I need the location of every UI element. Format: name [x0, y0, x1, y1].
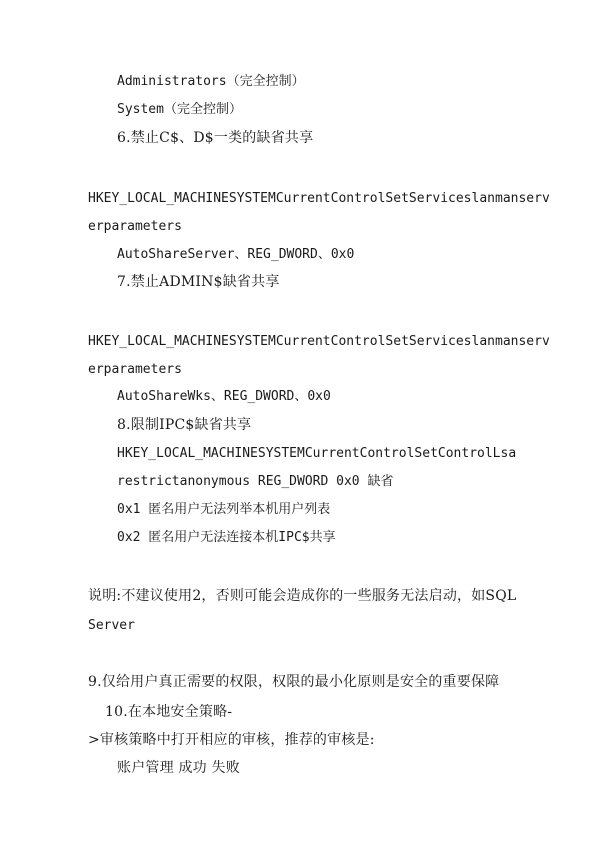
- audit-policy-text: >审核策略中打开相应的审核，推荐的审核是:: [88, 732, 375, 748]
- heading-item-8: 8.限制IPC$缺省共享: [117, 417, 252, 433]
- registry-value-autosharewks: AutoShareWks、REG_DWORD、0x0: [117, 389, 331, 404]
- note-text: 说明:不建议使用2，否则可能会造成你的一些服务无法启动，如SQL: [88, 588, 517, 604]
- option-0x2: 0x2 匿名用户无法连接本机IPC$共享: [117, 530, 336, 545]
- registry-value-restrictanonymous: restrictanonymous REG_DWORD 0x0 缺省: [117, 474, 394, 489]
- heading-item-10: 10.在本地安全策略-: [105, 704, 233, 720]
- text-line-system: System（完全控制）: [117, 102, 242, 117]
- registry-value-autoshareserver: AutoShareServer、REG_DWORD、0x0: [117, 247, 355, 262]
- option-0x1: 0x1 匿名用户无法列举本机用户列表: [117, 502, 331, 517]
- note-text-continuation: Server: [88, 618, 135, 633]
- registry-path-lanmanserver-2: HKEY_LOCAL_MACHINESYSTEMCurrentControlSetServiceslanmanserv: [88, 334, 550, 349]
- heading-item-7: 7.禁止ADMIN$缺省共享: [117, 274, 280, 290]
- text-line-administrators: Administrators（完全控制）: [117, 74, 305, 89]
- registry-path-continuation-2: erparameters: [88, 362, 182, 377]
- heading-item-9: 9.仅给用户真正需要的权限，权限的最小化原则是安全的重要保障: [88, 674, 500, 690]
- registry-path-lanmanserver-1: HKEY_LOCAL_MACHINESYSTEMCurrentControlSetServiceslanmanserv: [88, 191, 550, 206]
- heading-item-6: 6.禁止C$、D$一类的缺省共享: [117, 130, 314, 146]
- audit-account-management: 账户管理 成功 失败: [117, 760, 240, 776]
- registry-path-continuation-1: erparameters: [88, 219, 182, 234]
- registry-path-lsa: HKEY_LOCAL_MACHINESYSTEMCurrentControlSetControlLsa: [117, 446, 517, 461]
